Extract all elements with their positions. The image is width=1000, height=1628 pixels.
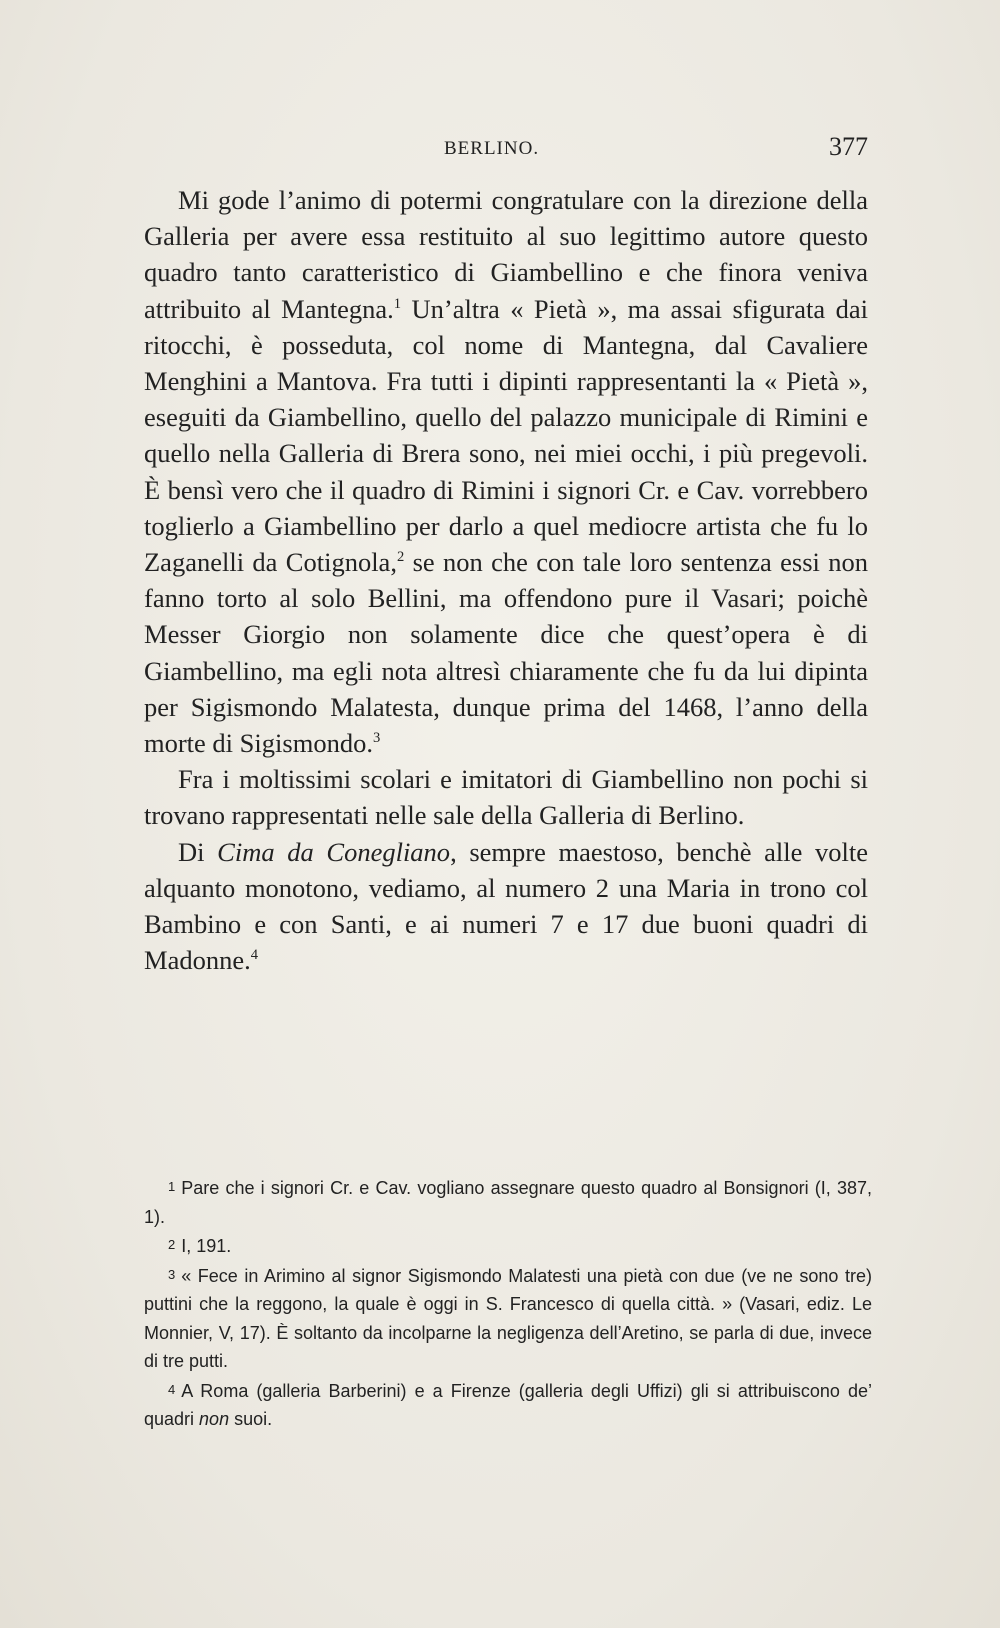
text-run: « Fece in Arimino al signor Sigismondo Malatesti una pietà con due (ve ne sono tre) puttini che la reggono, la quale è oggi in S. Francesco di quella città. » (Vasari, ediz. Le Monnier, V, 17). È soltanto da incolparne la negligenza dell’Aretino, se parla di due, invece di tre putti. xyxy=(144,1265,872,1371)
footnote-ref: 4 xyxy=(250,947,258,964)
text-run: A Roma (galleria Barberini) e a Firenze (galleria degli Uffizi) gli si attribuiscono de’ quadri xyxy=(144,1380,872,1429)
paragraph xyxy=(144,834,868,979)
page-number: 377 xyxy=(829,132,868,161)
paragraph xyxy=(144,182,868,761)
running-title: BERLINO. xyxy=(444,138,540,159)
footnote-mark: 4 xyxy=(168,1381,176,1397)
footnote xyxy=(144,1173,872,1231)
footnote-text xyxy=(181,1236,231,1256)
paragraph xyxy=(144,761,868,833)
text-run: Fra i moltissimi scolari e imitatori di Giambellino non pochi si trovano rappresentati nelle sale della Galleria di Berlino. xyxy=(144,764,868,831)
text-run: Di xyxy=(178,836,218,867)
running-head xyxy=(144,132,868,172)
footnote-ref: 3 xyxy=(372,730,381,747)
body-text xyxy=(144,182,868,978)
text-run: Un’altra « Pietà », ma assai sfigurata dai ritocchi, è posseduta, col nome di Mantegna, dal Cavaliere Menghini a Mantova. Fra tutti i dipinti rappresentanti la « Pietà », eseguiti da Giambellino, quello del palazzo municipale di Rimini e quello nella Galleria di Brera sono, nei miei occhi, i più pregevoli. È bensì vero che il quadro di Rimini i signori Cr. e Cav. vorrebbero toglierlo a Giambellino per darlo a quel mediocre artista che fu lo Zaganelli da Cotignola, xyxy=(144,293,868,578)
footnote-text xyxy=(144,1178,872,1227)
footnote-mark: 1 xyxy=(168,1179,176,1194)
italic-text: Cima da Conegliano xyxy=(217,836,451,867)
footnote xyxy=(144,1376,872,1434)
text-run: Mi gode l’animo di potermi congratulare con la direzione della Galleria per avere essa restituito al suo legittimo autore questo quadro tanto caratteristico di Giambellino e che finora veniva attribuito al Mantegna. xyxy=(144,185,868,324)
footnote-ref: 2 xyxy=(396,549,405,566)
footnote xyxy=(144,1231,872,1261)
text-run: , sempre maestoso, benchè alle volte alquanto monotono, vediamo, al numero 2 una Maria in trono col Bambino e con Santi, e ai numeri 7 e 17 due buoni quadri di Madonne. xyxy=(144,836,869,976)
footnote xyxy=(144,1261,872,1376)
footnote-ref: 1 xyxy=(393,295,402,312)
footnote-mark: 2 xyxy=(168,1237,176,1252)
text-run: suoi. xyxy=(229,1409,273,1429)
footnote-text xyxy=(144,1266,872,1372)
italic-text: non xyxy=(199,1409,230,1429)
footnote-text xyxy=(144,1381,872,1430)
text-run: Pare che i signori Cr. e Cav. vogliano assegnare questo quadro al Bonsignori (I, 387, 1). xyxy=(144,1178,872,1227)
text-run: se non che con tale loro sentenza essi non fanno torto al solo Bellini, ma offendono pure il Vasari; poichè Messer Giorgio non solamente dice che quest’opera è di Giambellino, ma egli nota altresì chiaramente che fu da lui dipinta per Sigismondo Malatesta, dunque prima del 1468, l’anno della morte di Sigismondo. xyxy=(144,547,868,759)
footnotes xyxy=(144,1173,872,1434)
text-run: I, 191. xyxy=(181,1236,232,1256)
footnote-mark: 3 xyxy=(168,1266,176,1282)
